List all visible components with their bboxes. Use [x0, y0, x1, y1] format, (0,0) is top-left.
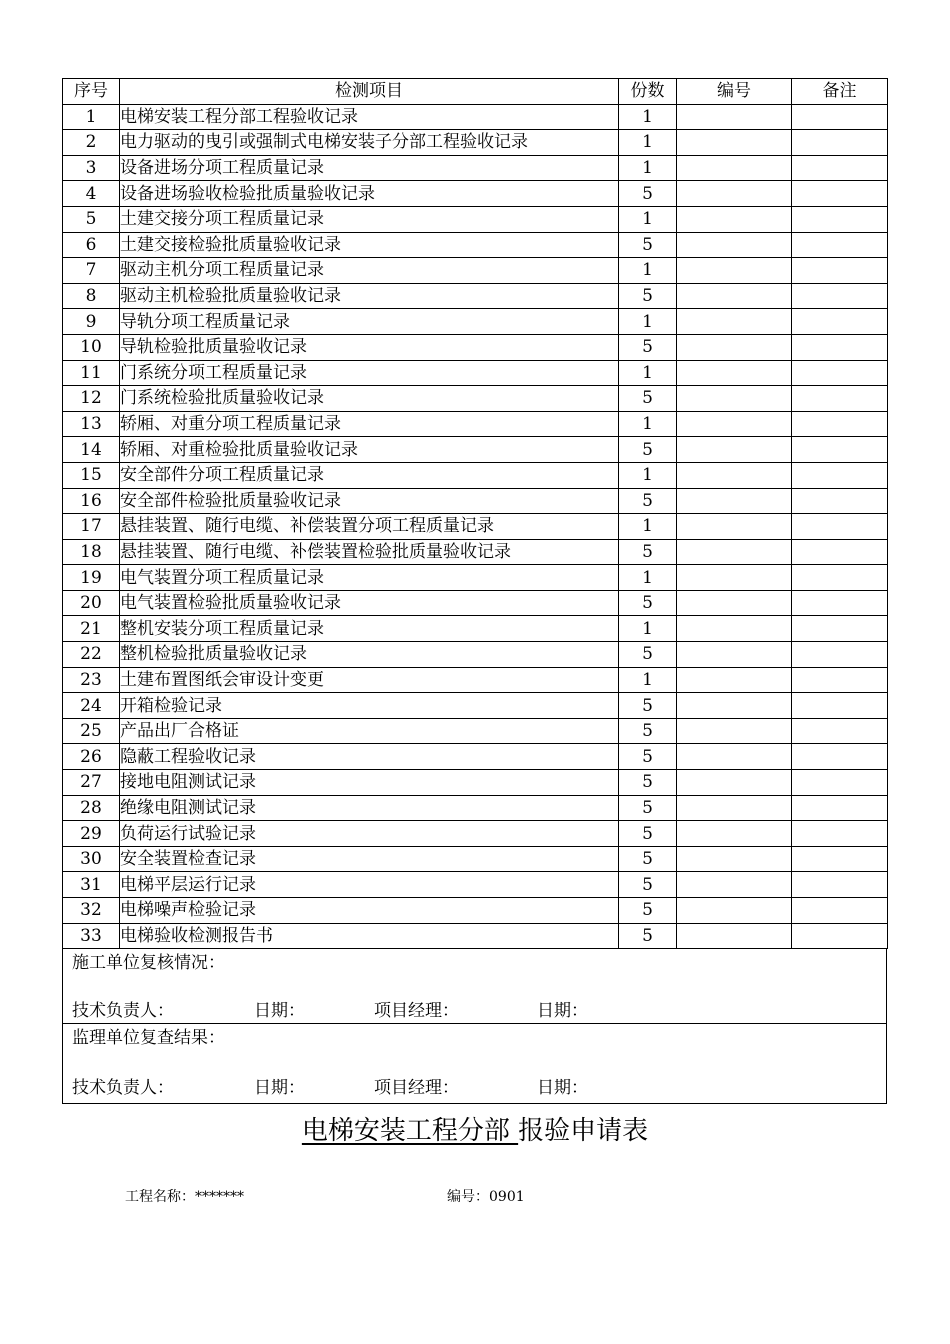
row-copies: 5 [619, 539, 677, 565]
table-row [63, 462, 888, 488]
table-header-row [63, 79, 888, 105]
table-row [63, 846, 888, 872]
row-number-cell [677, 565, 792, 591]
construction-tech-lead-label: 技术负责人： [72, 1001, 174, 1022]
table-row [63, 155, 888, 181]
row-serial-no: 17 [63, 514, 120, 540]
row-copies: 1 [619, 155, 677, 181]
project-name: 工程名称：******* [125, 1189, 244, 1205]
row-remarks-cell [792, 334, 888, 360]
row-remarks-cell [792, 872, 888, 898]
row-number-cell [677, 795, 792, 821]
row-remarks-cell [792, 386, 888, 412]
row-copies: 1 [619, 360, 677, 386]
row-remarks-cell [792, 206, 888, 232]
row-copies: 1 [619, 130, 677, 156]
row-serial-no: 9 [63, 309, 120, 335]
row-remarks-cell [792, 642, 888, 668]
row-serial-no: 33 [63, 923, 120, 949]
form-title [0, 1114, 950, 1148]
row-serial-no: 29 [63, 821, 120, 847]
row-number-cell [677, 642, 792, 668]
row-remarks-cell [792, 795, 888, 821]
row-number-cell [677, 616, 792, 642]
row-serial-no: 2 [63, 130, 120, 156]
row-inspection-item: 负荷运行试验记录 [120, 821, 619, 847]
row-copies: 5 [619, 334, 677, 360]
row-copies: 5 [619, 795, 677, 821]
table-row [63, 283, 888, 309]
row-inspection-item: 接地电阻测试记录 [120, 770, 619, 796]
row-copies: 5 [619, 923, 677, 949]
row-number-cell [677, 462, 792, 488]
row-inspection-item: 电梯平层运行记录 [120, 872, 619, 898]
row-serial-no: 13 [63, 411, 120, 437]
row-number-cell [677, 437, 792, 463]
row-remarks-cell [792, 360, 888, 386]
row-copies: 1 [619, 667, 677, 693]
construction-date-label-2: 日期： [537, 1001, 588, 1022]
row-number-cell [677, 181, 792, 207]
row-copies: 5 [619, 770, 677, 796]
row-number-cell [677, 155, 792, 181]
table-row [63, 642, 888, 668]
row-remarks-cell [792, 411, 888, 437]
table-row [63, 616, 888, 642]
row-number-cell [677, 923, 792, 949]
row-inspection-item: 土建交接分项工程质量记录 [120, 206, 619, 232]
row-inspection-item: 悬挂装置、随行电缆、补偿装置分项工程质量记录 [120, 514, 619, 540]
row-remarks-cell [792, 437, 888, 463]
row-remarks-cell [792, 898, 888, 924]
row-number-cell [677, 309, 792, 335]
row-copies: 5 [619, 386, 677, 412]
row-number-cell [677, 104, 792, 130]
table-row [63, 923, 888, 949]
row-number-cell [677, 283, 792, 309]
table-row [63, 718, 888, 744]
row-remarks-cell [792, 232, 888, 258]
row-inspection-item: 设备进场验收检验批质量验收记录 [120, 181, 619, 207]
row-serial-no: 15 [63, 462, 120, 488]
table-row [63, 437, 888, 463]
row-copies: 5 [619, 642, 677, 668]
row-number-cell [677, 898, 792, 924]
row-copies: 1 [619, 462, 677, 488]
table-row [63, 898, 888, 924]
table-row [63, 693, 888, 719]
row-remarks-cell [792, 565, 888, 591]
row-number-cell [677, 386, 792, 412]
row-copies: 5 [619, 283, 677, 309]
table-row [63, 206, 888, 232]
supervision-review-section [62, 1024, 887, 1104]
row-inspection-item: 轿厢、对重分项工程质量记录 [120, 411, 619, 437]
row-serial-no: 10 [63, 334, 120, 360]
table-row [63, 309, 888, 335]
row-remarks-cell [792, 181, 888, 207]
row-inspection-item: 电梯验收检测报告书 [120, 923, 619, 949]
row-copies: 1 [619, 565, 677, 591]
row-number-cell [677, 232, 792, 258]
row-inspection-item: 安全装置检查记录 [120, 846, 619, 872]
row-copies: 1 [619, 258, 677, 284]
row-serial-no: 3 [63, 155, 120, 181]
row-inspection-item: 设备进场分项工程质量记录 [120, 155, 619, 181]
row-serial-no: 24 [63, 693, 120, 719]
row-remarks-cell [792, 616, 888, 642]
row-remarks-cell [792, 744, 888, 770]
row-number-cell [677, 821, 792, 847]
row-copies: 5 [619, 898, 677, 924]
row-serial-no: 4 [63, 181, 120, 207]
row-inspection-item: 门系统检验批质量验收记录 [120, 386, 619, 412]
row-inspection-item: 产品出厂合格证 [120, 718, 619, 744]
row-serial-no: 31 [63, 872, 120, 898]
row-number-cell [677, 258, 792, 284]
row-serial-no: 5 [63, 206, 120, 232]
row-copies: 5 [619, 744, 677, 770]
row-number-cell [677, 667, 792, 693]
row-remarks-cell [792, 718, 888, 744]
row-copies: 1 [619, 616, 677, 642]
row-number-cell [677, 770, 792, 796]
row-serial-no: 6 [63, 232, 120, 258]
row-copies: 1 [619, 514, 677, 540]
supervision-review-title: 监理单位复查结果： [72, 1028, 225, 1049]
supervision-date-label-2: 日期： [537, 1078, 588, 1099]
row-serial-no: 22 [63, 642, 120, 668]
row-inspection-item: 土建布置图纸会审设计变更 [120, 667, 619, 693]
row-serial-no: 11 [63, 360, 120, 386]
row-copies: 5 [619, 232, 677, 258]
row-number-cell [677, 514, 792, 540]
row-remarks-cell [792, 155, 888, 181]
row-inspection-item: 门系统分项工程质量记录 [120, 360, 619, 386]
row-number-cell [677, 718, 792, 744]
row-inspection-item: 轿厢、对重检验批质量验收记录 [120, 437, 619, 463]
row-remarks-cell [792, 258, 888, 284]
row-serial-no: 26 [63, 744, 120, 770]
table-row [63, 872, 888, 898]
row-serial-no: 7 [63, 258, 120, 284]
row-remarks-cell [792, 693, 888, 719]
table-row [63, 411, 888, 437]
row-remarks-cell [792, 488, 888, 514]
supervision-pm-label: 项目经理： [374, 1078, 459, 1099]
row-remarks-cell [792, 770, 888, 796]
row-remarks-cell [792, 667, 888, 693]
row-number-cell [677, 411, 792, 437]
row-inspection-item: 开箱检验记录 [120, 693, 619, 719]
row-number-cell [677, 488, 792, 514]
row-inspection-item: 土建交接检验批质量验收记录 [120, 232, 619, 258]
supervision-tech-lead-label: 技术负责人： [72, 1078, 174, 1099]
row-inspection-item: 电梯安装工程分部工程验收记录 [120, 104, 619, 130]
construction-date-label-1: 日期： [254, 1001, 305, 1022]
row-copies: 1 [619, 206, 677, 232]
row-remarks-cell [792, 590, 888, 616]
row-remarks-cell [792, 283, 888, 309]
row-inspection-item: 安全部件检验批质量验收记录 [120, 488, 619, 514]
row-serial-no: 25 [63, 718, 120, 744]
row-copies: 5 [619, 821, 677, 847]
row-copies: 5 [619, 846, 677, 872]
row-inspection-item: 整机检验批质量验收记录 [120, 642, 619, 668]
row-serial-no: 32 [63, 898, 120, 924]
row-inspection-item: 绝缘电阻测试记录 [120, 795, 619, 821]
row-number-cell [677, 590, 792, 616]
row-copies: 5 [619, 437, 677, 463]
table-row [63, 744, 888, 770]
row-remarks-cell [792, 539, 888, 565]
row-serial-no: 14 [63, 437, 120, 463]
row-serial-no: 28 [63, 795, 120, 821]
row-inspection-item: 整机安装分项工程质量记录 [120, 616, 619, 642]
table-row [63, 386, 888, 412]
row-remarks-cell [792, 821, 888, 847]
row-inspection-item: 电力驱动的曳引或强制式电梯安装子分部工程验收记录 [120, 130, 619, 156]
row-inspection-item: 驱动主机检验批质量验收记录 [120, 283, 619, 309]
row-remarks-cell [792, 104, 888, 130]
row-serial-no: 21 [63, 616, 120, 642]
header-number: 编号 [677, 79, 792, 105]
row-serial-no: 18 [63, 539, 120, 565]
table-row [63, 667, 888, 693]
table-row [63, 258, 888, 284]
inspection-table [62, 78, 888, 949]
form-title-rest: 报验申请表 [518, 1116, 649, 1146]
table-row [63, 565, 888, 591]
row-serial-no: 8 [63, 283, 120, 309]
row-remarks-cell [792, 514, 888, 540]
row-number-cell [677, 846, 792, 872]
row-remarks-cell [792, 846, 888, 872]
row-serial-no: 19 [63, 565, 120, 591]
row-copies: 5 [619, 181, 677, 207]
row-serial-no: 30 [63, 846, 120, 872]
table-row [63, 181, 888, 207]
table-row [63, 514, 888, 540]
row-copies: 5 [619, 693, 677, 719]
row-inspection-item: 隐蔽工程验收记录 [120, 744, 619, 770]
row-number-cell [677, 130, 792, 156]
header-serial-no: 序号 [63, 79, 120, 105]
row-remarks-cell [792, 923, 888, 949]
header-copies: 份数 [619, 79, 677, 105]
row-copies: 1 [619, 309, 677, 335]
row-number-cell [677, 360, 792, 386]
row-copies: 5 [619, 872, 677, 898]
row-copies: 5 [619, 488, 677, 514]
table-row [63, 104, 888, 130]
row-inspection-item: 安全部件分项工程质量记录 [120, 462, 619, 488]
row-number-cell [677, 334, 792, 360]
table-row [63, 130, 888, 156]
header-remarks: 备注 [792, 79, 888, 105]
table-row [63, 795, 888, 821]
construction-review-title: 施工单位复核情况： [72, 953, 225, 974]
supervision-date-label-1: 日期： [254, 1078, 305, 1099]
row-inspection-item: 悬挂装置、随行电缆、补偿装置检验批质量验收记录 [120, 539, 619, 565]
row-number-cell [677, 744, 792, 770]
row-serial-no: 12 [63, 386, 120, 412]
row-serial-no: 23 [63, 667, 120, 693]
row-inspection-item: 电气装置分项工程质量记录 [120, 565, 619, 591]
row-number-cell [677, 206, 792, 232]
row-remarks-cell [792, 462, 888, 488]
row-inspection-item: 导轨分项工程质量记录 [120, 309, 619, 335]
table-row [63, 360, 888, 386]
row-serial-no: 20 [63, 590, 120, 616]
row-copies: 1 [619, 411, 677, 437]
row-copies: 5 [619, 590, 677, 616]
serial-number: 编号：0901 [447, 1189, 525, 1205]
table-row [63, 539, 888, 565]
row-number-cell [677, 539, 792, 565]
table-row [63, 334, 888, 360]
row-copies: 1 [619, 104, 677, 130]
row-remarks-cell [792, 309, 888, 335]
row-inspection-item: 电气装置检验批质量验收记录 [120, 590, 619, 616]
table-row [63, 770, 888, 796]
row-number-cell [677, 693, 792, 719]
header-inspection-item: 检测项目 [120, 79, 619, 105]
row-inspection-item: 电梯噪声检验记录 [120, 898, 619, 924]
table-row [63, 590, 888, 616]
table-row [63, 488, 888, 514]
construction-pm-label: 项目经理： [374, 1001, 459, 1022]
row-inspection-item: 驱动主机分项工程质量记录 [120, 258, 619, 284]
inspection-table-container [62, 78, 887, 1104]
row-serial-no: 16 [63, 488, 120, 514]
row-inspection-item: 导轨检验批质量验收记录 [120, 334, 619, 360]
row-copies: 5 [619, 718, 677, 744]
row-remarks-cell [792, 130, 888, 156]
construction-review-section [62, 949, 887, 1024]
row-number-cell [677, 872, 792, 898]
table-row [63, 232, 888, 258]
table-row [63, 821, 888, 847]
row-serial-no: 1 [63, 104, 120, 130]
row-serial-no: 27 [63, 770, 120, 796]
form-title-underlined: 电梯安装工程分部 [301, 1116, 519, 1146]
